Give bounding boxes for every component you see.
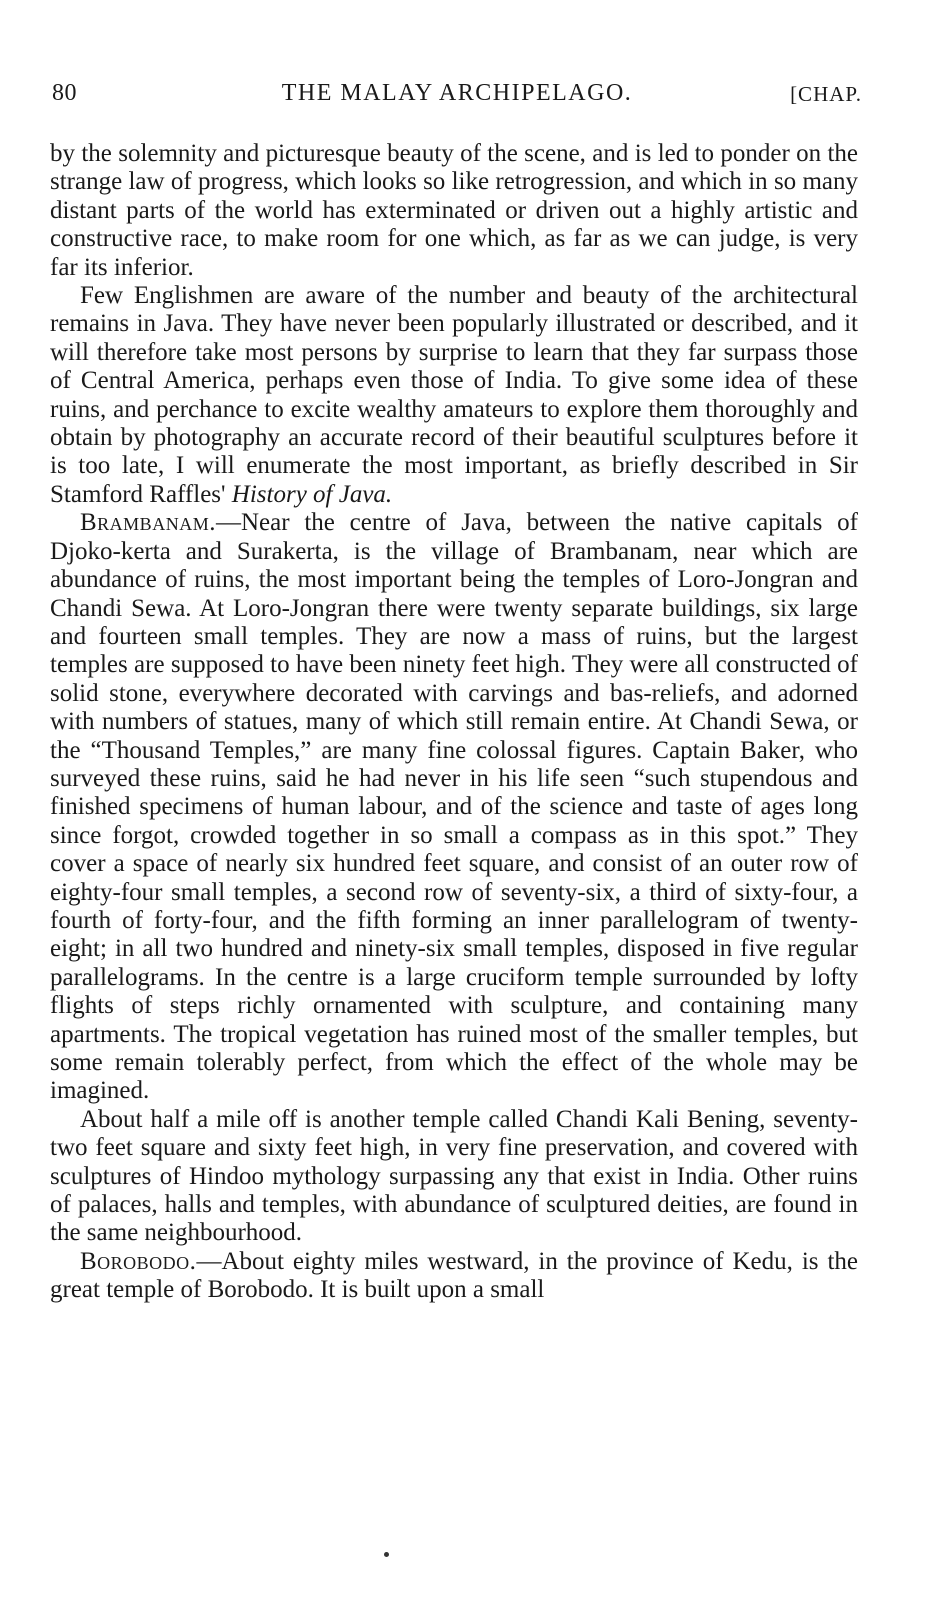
- paragraph-brambanam: [50, 509, 858, 1106]
- section-lead-brambanam: Brambanam.: [80, 509, 216, 537]
- paragraph-text: —Near the centre of Java, between the native capitals of Djoko-kerta and Surakerta, is the village of Brambanam, near which are abundance of ruins, the most important being the temples of Loro-Jongran and Chandi Sewa. At Loro-Jongran there were twenty separate buildings, six large and fourteen small temples. They are now a mass of ruins, but the largest temples are supposed to have been ninety feet high. They were all constructed of solid stone, everywhere decorated with carvings and bas-reliefs, and adorned with numbers of statues, many of which still remain entire. At Chandi Sewa, or the “Thousand Temples,” are many fine colossal figures. Captain Baker, who surveyed these ruins, said he had never in his life seen “such stupendous and finished specimens of human labour, and of the science and taste of ages long since forgot, crowded together in so small a compass as in this spot.” They cover a space of nearly six hundred feet square, and consist of an outer row of eighty-four small temples, a second row of seventy-six, a third of sixty-four, a fourth of forty-four, and the fifth forming an inner parallelogram of twenty-eight; in all two hundred and ninety-six small temples, disposed in five regular parallelograms. In the centre is a large cruciform temple surrounded by lofty flights of steps richly ornamented with sculpture, and containing many apartments. The tropical vegetation has ruined most of the smaller temples, but some remain tolerably perfect, from which the effect of the whole may be imagined.: [50, 509, 858, 1105]
- paragraph-continuation: [50, 140, 858, 282]
- section-lead-borobodo: Borobodo.: [80, 1247, 197, 1275]
- footer-mark: [384, 1552, 389, 1557]
- paragraph-architectural-remains: [50, 282, 858, 509]
- paragraph-text: —About eighty miles westward, in the province of Kedu, is the great temple of Borobodo. It is built upon a small: [50, 1247, 858, 1304]
- chapter-mark: [CHAP.: [790, 82, 862, 106]
- paragraph-borobodo: [50, 1248, 858, 1305]
- running-title: THE MALAY ARCHIPELAGO.: [281, 80, 633, 106]
- page-header: [52, 80, 862, 110]
- book-title-italic: History of Java.: [231, 480, 393, 508]
- paragraph-text: by the solemnity and picturesque beauty of the scene, and is led to ponder on the strange law of progress, which looks so like retrogression, and which in so many distant parts of the world has exterminated or driven out a highly artistic and constructive race, to make room for one which, as far as we can judge, is very far its inferior.: [50, 140, 858, 281]
- page-number: 80: [52, 80, 77, 106]
- body-text: [50, 140, 858, 1305]
- paragraph-text: About half a mile off is another temple called Chandi Kali Bening, seventy-two feet square and sixty feet high, in very fine preservation, and covered with sculptures of Hindoo mythology surpassing any that exist in India. Other ruins of palaces, halls and temples, with abundance of sculptured deities, are found in the same neighbourhood.: [50, 1105, 858, 1247]
- paragraph-chandi-kali-bening: [50, 1106, 858, 1248]
- paragraph-text: Few Englishmen are aware of the number and beauty of the architectural remains in Java. They have never been popularly illustrated or described, and it will therefore take most persons by surprise to learn that they far surpass those of Central America, perhaps even those of India. To give some idea of these ruins, and perchance to excite wealthy amateurs to explore them thoroughly and obtain by photography an accurate record of their beautiful sculptures before it is too late, I will enumerate the most important, as briefly described in Sir Stamford Raffles': [50, 282, 858, 508]
